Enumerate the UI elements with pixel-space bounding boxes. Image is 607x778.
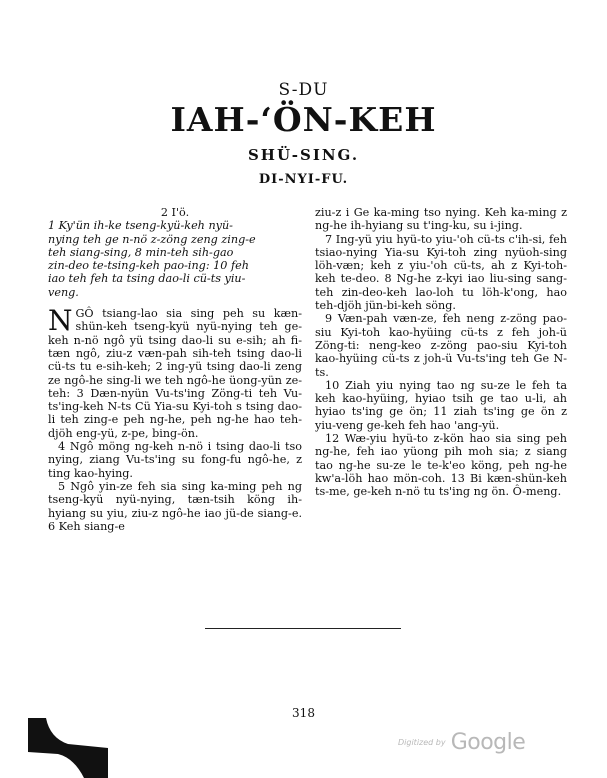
section-heading: 2 I'ö.	[160, 206, 190, 219]
digitized-label: Digitized by	[398, 738, 446, 747]
page-number: 318	[292, 706, 315, 720]
verse-paragraph: 9 Væn-pah væn-ze, feh neng z-zöng pao-siu Kyi-toh kao-hyüing cü-ts z feh joh-ü Zöng-ti: neng-keo z-zöng pao-siu Kyi-toh kao-hyüing cü-ts z joh-ü Vu-ts'ing teh Ge N-ts.	[315, 312, 567, 379]
opening-paragraph	[48, 304, 302, 440]
summary-line: teh siang-sing, 8 min-teh sih-gao	[48, 245, 234, 259]
opening-paragraph-text: GÔ tsiang-lao sia sing peh su kæn-shün-keh tseng-kyü nyü-nying teh ge-keh n-nö ngô yü tsing dao-li su e-sih; ah fi-tæn ngô, ziu-z væn-pah sih-teh tsing dao-li cü-ts tu e-sih-keh; 2 ing-yü tsing dao-li zeng ze ngô-he sing-li we teh ngô-he üong-yün ze-teh: 3 Dæn-nyün Vu-ts'ing Zöng-ti teh Vu-ts'ing-keh N-ts Cü Yia-su Kyi-toh s tsing dao-li teh zing-e peh ng-he, peh ng-he hao teh-djöh eng-yü, z-pe, bing-ön.	[48, 307, 302, 440]
verse-paragraph: 7 Ing-yü yiu hyü-to yiu-'oh cü-ts c'ih-si, feh tsiao-nying Yia-su Kyi-toh zing nyüoh-sing löh-væn; keh z yiu-'oh cü-ts, ah z Kyi-toh-keh te-deo. 8 Ng-he z-kyi iao liu-sing sang-teh zin-deo-keh lao-loh tu löh-k'ong, hao teh-djöh jün-bi-keh söng.	[315, 232, 567, 313]
book-abbreviation: S-DU	[278, 80, 329, 100]
verse-paragraph: 10 Ziah yiu nying tao ng su-ze le feh ta keh kao-hyüing, hyiao tsih ge tao u-li, ah hyiao ts'ing ge ön; 11 ziah ts'ing ge ön z yiu-veng ge-keh feh hao 'ang-yü.	[315, 378, 567, 432]
end-rule	[205, 628, 401, 629]
google-logo: Google	[450, 730, 526, 755]
right-text-column	[315, 206, 567, 499]
chapter-heading: DI-NYI-FU.	[258, 172, 349, 187]
verse-paragraph: 12 Wæ-yiu hyü-to z-kön hao sia sing peh ng-he, feh iao yüong pih moh sia; z siang tao ng-he su-ze le te-k'eo köng, peh ng-he kw'a-löh hao mön-coh. 13 Bi kæn-shün-keh ts-me, ge-keh n-nö tu ts'ing ng ön. Ô-meng.	[315, 432, 567, 499]
drop-cap-letter: N	[48, 304, 73, 338]
google-watermark	[398, 730, 525, 755]
verse-paragraph: 5 Ngô yin-ze feh sia sing ka-ming peh ng tseng-kyü nyü-nying, tæn-tsih köng ih-hyiang su yiu, ziu-z ngô-he iao jü-de siang-e. 6 Keh siang-e	[48, 479, 302, 533]
summary-line: nying teh ge n-nö z-zöng zeng zing-e	[48, 232, 256, 246]
book-subtitle: SHÜ-SING.	[247, 146, 360, 164]
chapter-summary	[48, 219, 302, 299]
summary-line: veng.	[48, 285, 79, 299]
verse-paragraph: 4 Ngô möng ng-keh n-nö i tsing dao-li tso nying, ziang Vu-ts'ing su fong-fu ngô-he, z ting kao-hying.	[48, 440, 302, 480]
summary-line: 1 Ky'ün ih-ke tseng-kyü-keh nyü-	[48, 219, 233, 233]
verse-paragraph: ziu-z i Ge ka-ming tso nying. Keh ka-ming z ng-he ih-hyiang su t'ing-ku, su i-jing.	[315, 206, 567, 233]
book-title: IAH-ʻÖN-KEH	[170, 100, 437, 139]
scan-thumb-mark-icon	[28, 718, 108, 778]
summary-line: zin-deo te-tsing-keh pao-ing: 10 feh	[48, 259, 249, 273]
summary-line: iao teh feh ta tsing dao-li cü-ts yiu-	[48, 272, 246, 286]
left-text-column	[48, 206, 302, 533]
